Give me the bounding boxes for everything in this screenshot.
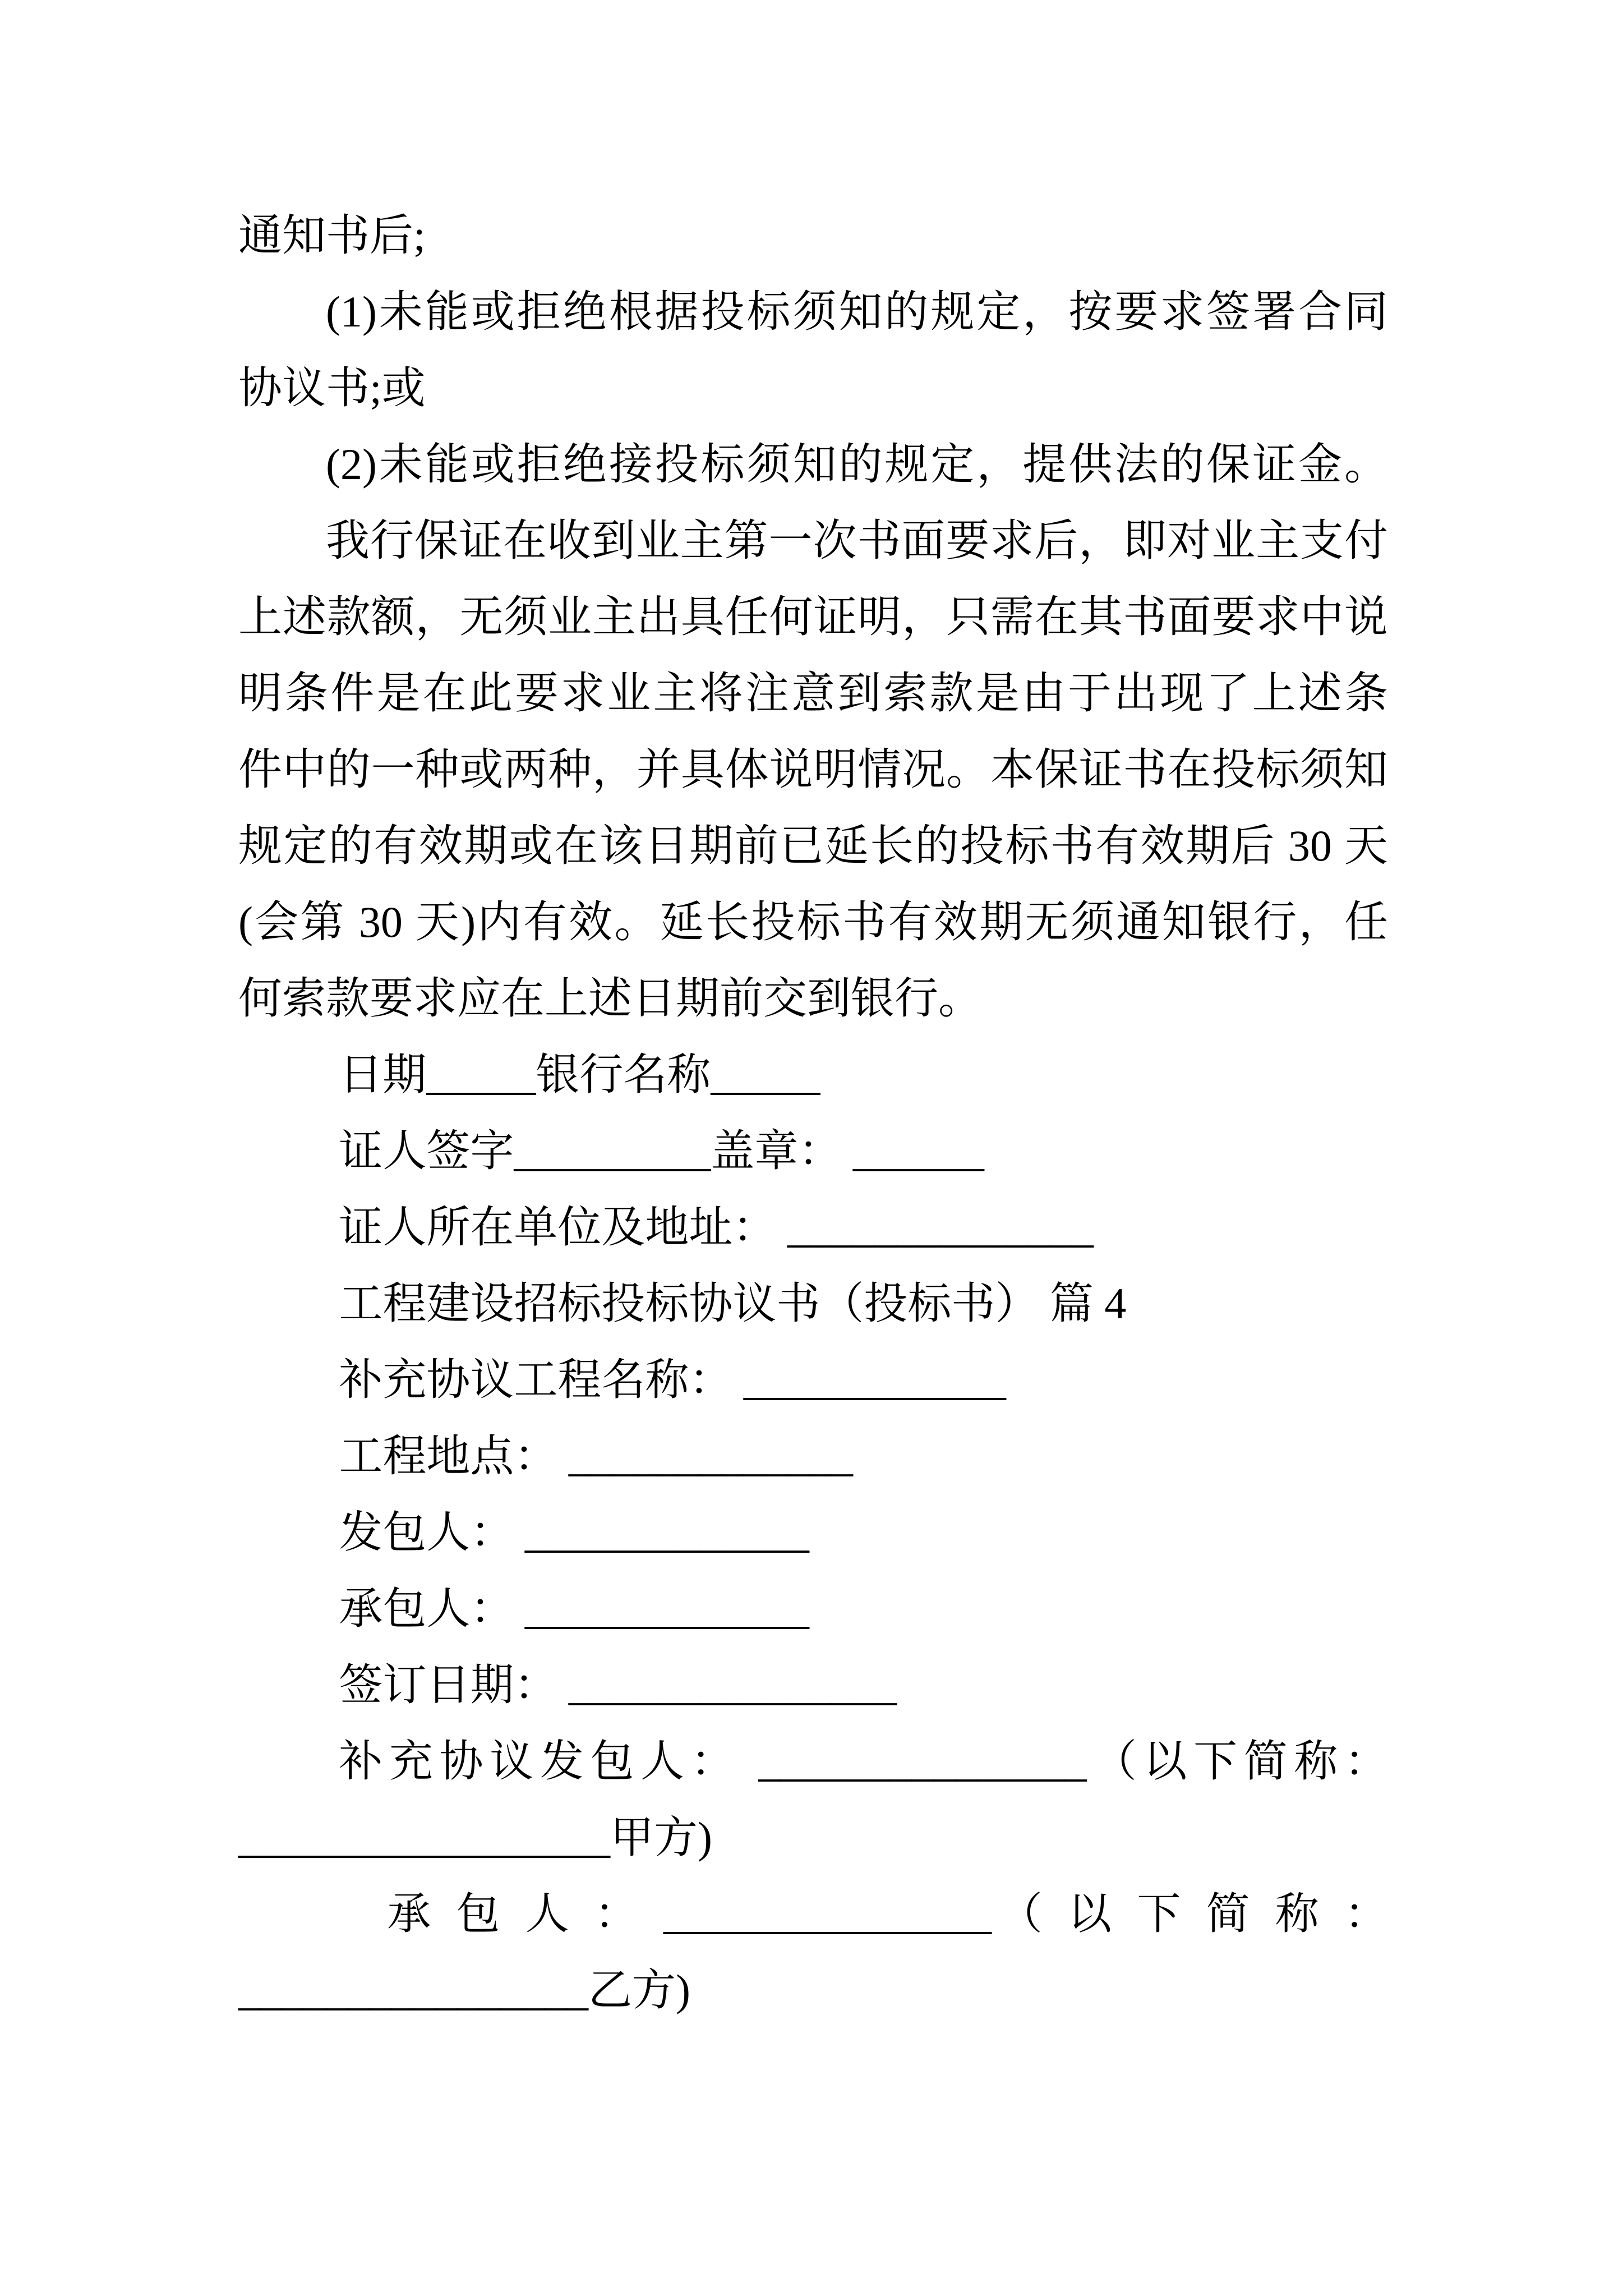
text-line: (2)未能或拒绝接投标须知的规定，提供法的保证金。 <box>326 440 1388 489</box>
text-line: 我行保证在收到业主第一次书面要求后，即对业主支付 <box>326 516 1388 565</box>
text-line: 发包人： _____________ <box>339 1508 809 1557</box>
document-body <box>238 197 1388 2028</box>
text-line: 工程地点： _____________ <box>339 1432 853 1480</box>
text-line: 日期_____银行名称_____ <box>339 1050 820 1099</box>
text-line: ________________乙方) <box>238 1966 690 2014</box>
text-line: (1)未能或拒绝根据投标须知的规定，按要求签署合同 <box>326 287 1388 336</box>
text-line: 补充协议发包人： _______________（以下简称： <box>339 1737 1388 1786</box>
text-line: 工程建设招标投标协议书（投标书） 篇 4 <box>339 1279 1127 1328</box>
text-line: 证人签字_________盖章： ______ <box>339 1126 984 1175</box>
text-line: 明条件是在此要求业主将注意到索款是由于出现了上述条 <box>238 669 1388 717</box>
text-line: 承包人： _____________ <box>339 1584 809 1633</box>
text-line: (会第 30 天)内有效。延长投标书有效期无须通知银行，任 <box>238 898 1388 946</box>
text-line: 通知书后; <box>238 211 426 260</box>
text-line: 证人所在单位及地址： ______________ <box>339 1203 1094 1251</box>
text-line: 件中的一种或两种，并具体说明情况。本保证书在投标须知 <box>238 745 1388 794</box>
text-line: 补充协议工程名称： ____________ <box>339 1355 1006 1404</box>
text-line: 协议书;或 <box>238 364 426 412</box>
text-line: 签订日期： _______________ <box>339 1660 897 1709</box>
text-line: 承 包 人 ： _______________（ 以 下 简 称 ： <box>387 1889 1388 1938</box>
text-line: 何索款要求应在上述日期前交到银行。 <box>238 974 983 1023</box>
text-line: 上述款额，无须业主出具任何证明，只需在其书面要求中说 <box>238 592 1388 641</box>
text-line: 规定的有效期或在该日期前已延长的投标书有效期后 30 天 <box>238 821 1388 870</box>
text-line: _________________甲方) <box>238 1813 712 1862</box>
